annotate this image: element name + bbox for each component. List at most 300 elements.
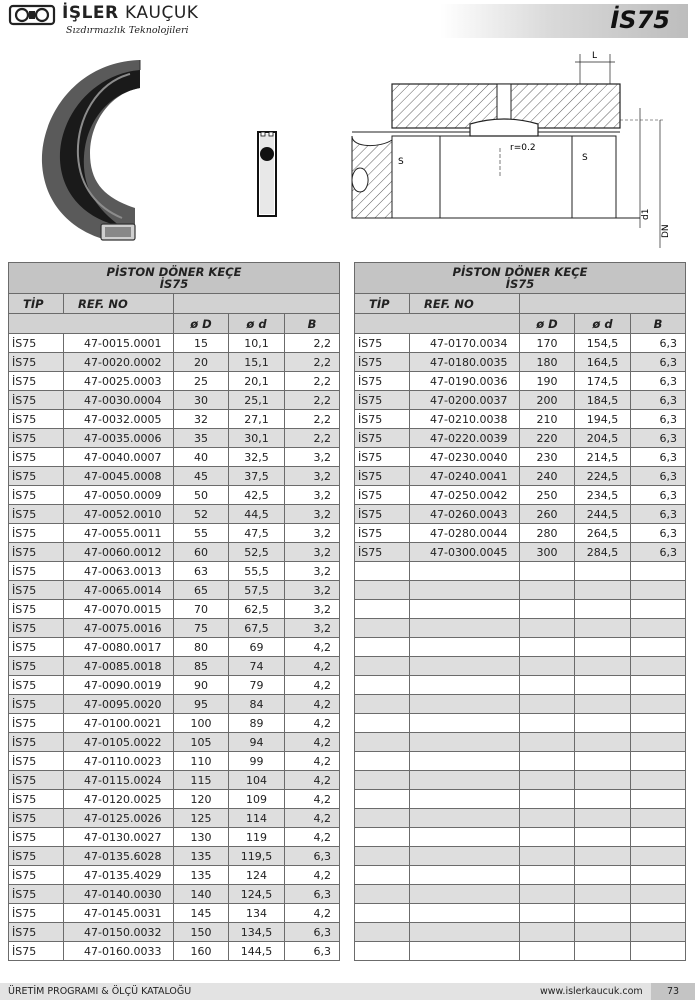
table-row bbox=[9, 676, 340, 695]
cell-inner-diameter: 62,5 bbox=[229, 600, 285, 619]
cell-tip: İS75 bbox=[9, 695, 64, 714]
empty-table-row bbox=[355, 600, 686, 619]
cell-outer-diameter bbox=[520, 733, 575, 752]
cell-inner-diameter: 194,5 bbox=[575, 410, 631, 429]
cell-inner-diameter: 47,5 bbox=[229, 524, 285, 543]
cell-outer-diameter: 170 bbox=[520, 334, 575, 353]
cell-width bbox=[631, 942, 686, 961]
table-row bbox=[9, 923, 340, 942]
cell-inner-diameter bbox=[575, 581, 631, 600]
cell-outer-diameter: 63 bbox=[174, 562, 229, 581]
cell-width: 2,2 bbox=[285, 353, 340, 372]
cell-inner-diameter: 69 bbox=[229, 638, 285, 657]
cell-tip: İS75 bbox=[355, 353, 410, 372]
table-row bbox=[9, 885, 340, 904]
cell-width: 3,2 bbox=[285, 467, 340, 486]
cell-ref-no: 47-0090.0019 bbox=[64, 676, 174, 695]
cell-inner-diameter bbox=[575, 752, 631, 771]
cell-outer-diameter: 95 bbox=[174, 695, 229, 714]
cell-tip: İS75 bbox=[9, 429, 64, 448]
table-row bbox=[9, 638, 340, 657]
cell-inner-diameter bbox=[575, 923, 631, 942]
cell-outer-diameter bbox=[520, 581, 575, 600]
cell-inner-diameter bbox=[575, 657, 631, 676]
table-row bbox=[9, 752, 340, 771]
cell-tip: İS75 bbox=[355, 372, 410, 391]
cell-width: 4,2 bbox=[285, 714, 340, 733]
cell-width: 3,2 bbox=[285, 524, 340, 543]
cell-tip bbox=[355, 657, 410, 676]
table-row bbox=[355, 505, 686, 524]
table-row bbox=[9, 410, 340, 429]
cell-tip bbox=[355, 771, 410, 790]
cell-width: 6,3 bbox=[631, 353, 686, 372]
cell-outer-diameter: 190 bbox=[520, 372, 575, 391]
table-row bbox=[9, 771, 340, 790]
cell-inner-diameter: 124,5 bbox=[229, 885, 285, 904]
cell-outer-diameter: 240 bbox=[520, 467, 575, 486]
cell-tip: İS75 bbox=[9, 467, 64, 486]
empty-table-row bbox=[355, 714, 686, 733]
table-row bbox=[355, 353, 686, 372]
table-row bbox=[355, 467, 686, 486]
cell-inner-diameter bbox=[575, 885, 631, 904]
cell-outer-diameter: 115 bbox=[174, 771, 229, 790]
label-radius: r=0.2 bbox=[510, 143, 536, 153]
empty-table-row bbox=[355, 562, 686, 581]
cell-width: 6,3 bbox=[285, 847, 340, 866]
table-row bbox=[9, 486, 340, 505]
table-row bbox=[9, 619, 340, 638]
cell-ref-no: 47-0100.0021 bbox=[64, 714, 174, 733]
empty-table-row bbox=[355, 657, 686, 676]
cell-outer-diameter bbox=[520, 562, 575, 581]
cell-outer-diameter: 100 bbox=[174, 714, 229, 733]
cell-inner-diameter: 204,5 bbox=[575, 429, 631, 448]
table-row bbox=[9, 448, 340, 467]
cell-width bbox=[631, 714, 686, 733]
table-row bbox=[9, 828, 340, 847]
cell-ref-no: 47-0025.0003 bbox=[64, 372, 174, 391]
cell-width: 4,2 bbox=[285, 790, 340, 809]
cell-ref-no: 47-0135.4029 bbox=[64, 866, 174, 885]
cell-ref-no: 47-0050.0009 bbox=[64, 486, 174, 505]
cell-width: 6,3 bbox=[631, 524, 686, 543]
table-row bbox=[9, 695, 340, 714]
cell-inner-diameter bbox=[575, 695, 631, 714]
cell-ref-no bbox=[410, 923, 520, 942]
cell-inner-diameter: 15,1 bbox=[229, 353, 285, 372]
cell-inner-diameter bbox=[575, 714, 631, 733]
cell-width bbox=[631, 809, 686, 828]
cell-inner-diameter: 174,5 bbox=[575, 372, 631, 391]
cell-ref-no: 47-0220.0039 bbox=[410, 429, 520, 448]
cell-ref-no: 47-0170.0034 bbox=[410, 334, 520, 353]
label-s-right: S bbox=[582, 153, 588, 163]
cell-outer-diameter bbox=[520, 809, 575, 828]
cell-ref-no: 47-0060.0012 bbox=[64, 543, 174, 562]
cell-inner-diameter: 42,5 bbox=[229, 486, 285, 505]
cell-width: 4,2 bbox=[285, 904, 340, 923]
cell-outer-diameter bbox=[520, 714, 575, 733]
cell-ref-no: 47-0063.0013 bbox=[64, 562, 174, 581]
cell-tip: İS75 bbox=[9, 866, 64, 885]
cell-outer-diameter: 250 bbox=[520, 486, 575, 505]
cell-outer-diameter: 300 bbox=[520, 543, 575, 562]
empty-table-row bbox=[355, 866, 686, 885]
table-row bbox=[9, 562, 340, 581]
cell-tip: İS75 bbox=[9, 676, 64, 695]
cell-outer-diameter: 125 bbox=[174, 809, 229, 828]
cell-inner-diameter bbox=[575, 809, 631, 828]
cell-inner-diameter bbox=[575, 771, 631, 790]
cell-width: 6,3 bbox=[631, 429, 686, 448]
cell-inner-diameter: 164,5 bbox=[575, 353, 631, 372]
cell-inner-diameter bbox=[575, 847, 631, 866]
cell-outer-diameter: 85 bbox=[174, 657, 229, 676]
cell-tip bbox=[355, 923, 410, 942]
cell-outer-diameter bbox=[520, 619, 575, 638]
cell-tip bbox=[355, 676, 410, 695]
cell-outer-diameter: 210 bbox=[520, 410, 575, 429]
cell-ref-no bbox=[410, 676, 520, 695]
cell-ref-no: 47-0210.0038 bbox=[410, 410, 520, 429]
brand-name: İŞLER KAUÇUK bbox=[62, 3, 199, 23]
cell-outer-diameter bbox=[520, 657, 575, 676]
cell-ref-no bbox=[410, 562, 520, 581]
table-row bbox=[9, 904, 340, 923]
cell-width bbox=[631, 828, 686, 847]
label-d1: d1 bbox=[641, 208, 651, 220]
cell-ref-no: 47-0020.0002 bbox=[64, 353, 174, 372]
cell-width: 4,2 bbox=[285, 866, 340, 885]
cell-tip bbox=[355, 790, 410, 809]
cell-inner-diameter: 94 bbox=[229, 733, 285, 752]
cell-tip: İS75 bbox=[9, 904, 64, 923]
cell-inner-diameter: 109 bbox=[229, 790, 285, 809]
col-ref: REF. NO bbox=[64, 294, 174, 314]
cell-tip: İS75 bbox=[9, 448, 64, 467]
table-row bbox=[9, 505, 340, 524]
website-link[interactable]: www.islerkaucuk.com bbox=[540, 986, 643, 997]
cell-ref-no bbox=[410, 695, 520, 714]
cell-width bbox=[631, 638, 686, 657]
cell-inner-diameter: 224,5 bbox=[575, 467, 631, 486]
cell-tip: İS75 bbox=[9, 543, 64, 562]
cell-tip: İS75 bbox=[9, 353, 64, 372]
cell-inner-diameter: 184,5 bbox=[575, 391, 631, 410]
seal-cross-section bbox=[258, 132, 276, 216]
cell-width: 3,2 bbox=[285, 448, 340, 467]
table-row bbox=[9, 391, 340, 410]
cell-width: 6,3 bbox=[285, 942, 340, 961]
cell-tip: İS75 bbox=[9, 752, 64, 771]
cell-outer-diameter: 30 bbox=[174, 391, 229, 410]
cell-outer-diameter: 70 bbox=[174, 600, 229, 619]
cell-outer-diameter bbox=[520, 923, 575, 942]
cell-inner-diameter: 37,5 bbox=[229, 467, 285, 486]
cell-outer-diameter: 230 bbox=[520, 448, 575, 467]
cell-width bbox=[631, 790, 686, 809]
cell-ref-no bbox=[410, 638, 520, 657]
cell-width bbox=[631, 562, 686, 581]
cell-outer-diameter: 52 bbox=[174, 505, 229, 524]
cell-width: 4,2 bbox=[285, 657, 340, 676]
cell-width: 4,2 bbox=[285, 733, 340, 752]
cell-tip: İS75 bbox=[9, 581, 64, 600]
cell-ref-no: 47-0145.0031 bbox=[64, 904, 174, 923]
cell-width: 2,2 bbox=[285, 429, 340, 448]
cell-ref-no: 47-0280.0044 bbox=[410, 524, 520, 543]
cell-inner-diameter: 284,5 bbox=[575, 543, 631, 562]
cell-inner-diameter: 234,5 bbox=[575, 486, 631, 505]
cell-outer-diameter bbox=[520, 752, 575, 771]
cell-outer-diameter: 60 bbox=[174, 543, 229, 562]
cell-outer-diameter bbox=[520, 904, 575, 923]
cell-width: 4,2 bbox=[285, 638, 340, 657]
cell-outer-diameter: 130 bbox=[174, 828, 229, 847]
cell-inner-diameter: 99 bbox=[229, 752, 285, 771]
cell-tip: İS75 bbox=[355, 524, 410, 543]
table-row bbox=[9, 847, 340, 866]
table-title: PİSTON DÖNER KEÇE İS75 bbox=[355, 263, 686, 294]
cell-ref-no: 47-0110.0023 bbox=[64, 752, 174, 771]
table-row bbox=[9, 353, 340, 372]
cell-tip: İS75 bbox=[9, 771, 64, 790]
product-code: İS75 bbox=[610, 6, 670, 34]
cell-outer-diameter bbox=[520, 847, 575, 866]
cell-outer-diameter bbox=[520, 638, 575, 657]
cell-width bbox=[631, 847, 686, 866]
cell-ref-no: 47-0160.0033 bbox=[64, 942, 174, 961]
col-blank bbox=[9, 314, 174, 334]
empty-table-row bbox=[355, 885, 686, 904]
cell-outer-diameter: 15 bbox=[174, 334, 229, 353]
cell-inner-diameter: 32,5 bbox=[229, 448, 285, 467]
cell-tip: İS75 bbox=[9, 923, 64, 942]
brand-tagline: Sızdırmazlık Teknolojileri bbox=[66, 25, 189, 36]
cell-ref-no: 47-0040.0007 bbox=[64, 448, 174, 467]
cell-outer-diameter bbox=[520, 600, 575, 619]
cell-ref-no bbox=[410, 619, 520, 638]
cell-tip: İS75 bbox=[9, 334, 64, 353]
cell-inner-diameter: 134 bbox=[229, 904, 285, 923]
cell-outer-diameter: 120 bbox=[174, 790, 229, 809]
cell-outer-diameter: 32 bbox=[174, 410, 229, 429]
cell-tip bbox=[355, 885, 410, 904]
cell-ref-no: 47-0045.0008 bbox=[64, 467, 174, 486]
cell-outer-diameter: 135 bbox=[174, 847, 229, 866]
cell-ref-no: 47-0180.0035 bbox=[410, 353, 520, 372]
cell-tip bbox=[355, 562, 410, 581]
cell-inner-diameter: 84 bbox=[229, 695, 285, 714]
cell-ref-no bbox=[410, 942, 520, 961]
cell-ref-no: 47-0200.0037 bbox=[410, 391, 520, 410]
cell-inner-diameter: 119 bbox=[229, 828, 285, 847]
cell-ref-no: 47-0085.0018 bbox=[64, 657, 174, 676]
col-inner-diameter: ø d bbox=[229, 314, 285, 334]
cell-ref-no bbox=[410, 733, 520, 752]
cell-width bbox=[631, 733, 686, 752]
col-blank bbox=[355, 314, 520, 334]
col-dimensions bbox=[520, 294, 686, 314]
cell-width bbox=[631, 923, 686, 942]
cell-outer-diameter: 220 bbox=[520, 429, 575, 448]
table-row bbox=[355, 372, 686, 391]
cell-ref-no: 47-0260.0043 bbox=[410, 505, 520, 524]
cell-outer-diameter: 45 bbox=[174, 467, 229, 486]
cell-outer-diameter: 80 bbox=[174, 638, 229, 657]
cell-outer-diameter: 160 bbox=[174, 942, 229, 961]
cell-tip: İS75 bbox=[9, 524, 64, 543]
cell-ref-no bbox=[410, 581, 520, 600]
cell-ref-no bbox=[410, 752, 520, 771]
cell-ref-no: 47-0135.6028 bbox=[64, 847, 174, 866]
cell-width bbox=[631, 676, 686, 695]
table-row bbox=[9, 733, 340, 752]
cell-width bbox=[631, 695, 686, 714]
cell-ref-no: 47-0052.0010 bbox=[64, 505, 174, 524]
cell-width: 6,3 bbox=[631, 505, 686, 524]
cell-inner-diameter bbox=[575, 866, 631, 885]
cell-width bbox=[631, 885, 686, 904]
cell-ref-no bbox=[410, 600, 520, 619]
cell-tip: İS75 bbox=[9, 486, 64, 505]
cell-inner-diameter bbox=[575, 828, 631, 847]
col-width: B bbox=[631, 314, 686, 334]
col-ref: REF. NO bbox=[410, 294, 520, 314]
page-number: 73 bbox=[651, 983, 695, 1000]
cell-ref-no: 47-0120.0025 bbox=[64, 790, 174, 809]
empty-table-row bbox=[355, 847, 686, 866]
cell-ref-no bbox=[410, 657, 520, 676]
empty-table-row bbox=[355, 771, 686, 790]
cell-ref-no: 47-0055.0011 bbox=[64, 524, 174, 543]
cell-tip: İS75 bbox=[9, 391, 64, 410]
table-row bbox=[9, 372, 340, 391]
cell-tip: İS75 bbox=[9, 714, 64, 733]
cell-inner-diameter: 119,5 bbox=[229, 847, 285, 866]
cell-outer-diameter: 200 bbox=[520, 391, 575, 410]
cell-tip bbox=[355, 733, 410, 752]
cell-outer-diameter: 140 bbox=[174, 885, 229, 904]
col-outer-diameter: ø D bbox=[520, 314, 575, 334]
cell-tip: İS75 bbox=[9, 942, 64, 961]
cell-tip: İS75 bbox=[9, 562, 64, 581]
cell-width: 3,2 bbox=[285, 562, 340, 581]
cell-tip: İS75 bbox=[9, 733, 64, 752]
table-row bbox=[355, 448, 686, 467]
cell-width: 4,2 bbox=[285, 771, 340, 790]
cell-outer-diameter: 105 bbox=[174, 733, 229, 752]
cell-ref-no bbox=[410, 866, 520, 885]
empty-table-row bbox=[355, 942, 686, 961]
cell-outer-diameter: 55 bbox=[174, 524, 229, 543]
cell-ref-no: 47-0240.0041 bbox=[410, 467, 520, 486]
empty-table-row bbox=[355, 828, 686, 847]
cell-width: 6,3 bbox=[631, 334, 686, 353]
catalog-name: ÜRETİM PROGRAMI & ÖLÇÜ KATALOĞU bbox=[8, 986, 192, 997]
table-row bbox=[9, 524, 340, 543]
cell-tip: İS75 bbox=[9, 847, 64, 866]
col-tip: TİP bbox=[9, 294, 64, 314]
cell-tip bbox=[355, 828, 410, 847]
cell-tip: İS75 bbox=[9, 885, 64, 904]
cell-ref-no: 47-0130.0027 bbox=[64, 828, 174, 847]
cell-width: 3,2 bbox=[285, 505, 340, 524]
cell-inner-diameter: 52,5 bbox=[229, 543, 285, 562]
cell-outer-diameter: 65 bbox=[174, 581, 229, 600]
empty-table-row bbox=[355, 923, 686, 942]
cell-outer-diameter bbox=[520, 790, 575, 809]
table-title: PİSTON DÖNER KEÇE İS75 bbox=[9, 263, 340, 294]
cell-inner-diameter bbox=[575, 600, 631, 619]
page-header bbox=[0, 0, 695, 44]
cell-inner-diameter: 57,5 bbox=[229, 581, 285, 600]
col-tip: TİP bbox=[355, 294, 410, 314]
cell-outer-diameter: 20 bbox=[174, 353, 229, 372]
cell-width: 3,2 bbox=[285, 619, 340, 638]
table-row bbox=[9, 600, 340, 619]
empty-table-row bbox=[355, 809, 686, 828]
cell-inner-diameter: 244,5 bbox=[575, 505, 631, 524]
cell-ref-no: 47-0150.0032 bbox=[64, 923, 174, 942]
cell-width: 2,2 bbox=[285, 410, 340, 429]
cell-tip: İS75 bbox=[355, 448, 410, 467]
product-code-banner bbox=[440, 4, 688, 38]
installation-drawing bbox=[352, 51, 671, 248]
cell-width: 3,2 bbox=[285, 543, 340, 562]
cell-inner-diameter: 134,5 bbox=[229, 923, 285, 942]
cell-inner-diameter bbox=[575, 638, 631, 657]
cell-tip: İS75 bbox=[9, 638, 64, 657]
cell-outer-diameter: 40 bbox=[174, 448, 229, 467]
empty-table-row bbox=[355, 752, 686, 771]
cell-ref-no: 47-0032.0005 bbox=[64, 410, 174, 429]
cell-inner-diameter: 89 bbox=[229, 714, 285, 733]
cell-inner-diameter bbox=[575, 676, 631, 695]
cell-tip bbox=[355, 581, 410, 600]
size-table-left bbox=[8, 262, 340, 961]
cell-width bbox=[631, 619, 686, 638]
col-width: B bbox=[285, 314, 340, 334]
cell-inner-diameter: 124 bbox=[229, 866, 285, 885]
table-row bbox=[355, 391, 686, 410]
cell-width: 6,3 bbox=[285, 885, 340, 904]
cell-tip: İS75 bbox=[355, 391, 410, 410]
table-row bbox=[9, 714, 340, 733]
label-dn: DN bbox=[661, 224, 671, 238]
table-row bbox=[355, 543, 686, 562]
cell-ref-no bbox=[410, 790, 520, 809]
table-row bbox=[9, 334, 340, 353]
cell-ref-no: 47-0190.0036 bbox=[410, 372, 520, 391]
cell-inner-diameter: 144,5 bbox=[229, 942, 285, 961]
table-row bbox=[9, 467, 340, 486]
cell-tip: İS75 bbox=[9, 809, 64, 828]
cell-tip: İS75 bbox=[9, 600, 64, 619]
cell-width bbox=[631, 600, 686, 619]
cell-ref-no: 47-0095.0020 bbox=[64, 695, 174, 714]
cell-width: 2,2 bbox=[285, 391, 340, 410]
cell-inner-diameter: 67,5 bbox=[229, 619, 285, 638]
cell-ref-no: 47-0300.0045 bbox=[410, 543, 520, 562]
cell-ref-no bbox=[410, 904, 520, 923]
cell-inner-diameter: 154,5 bbox=[575, 334, 631, 353]
cell-outer-diameter: 35 bbox=[174, 429, 229, 448]
cell-ref-no: 47-0030.0004 bbox=[64, 391, 174, 410]
cell-ref-no: 47-0250.0042 bbox=[410, 486, 520, 505]
